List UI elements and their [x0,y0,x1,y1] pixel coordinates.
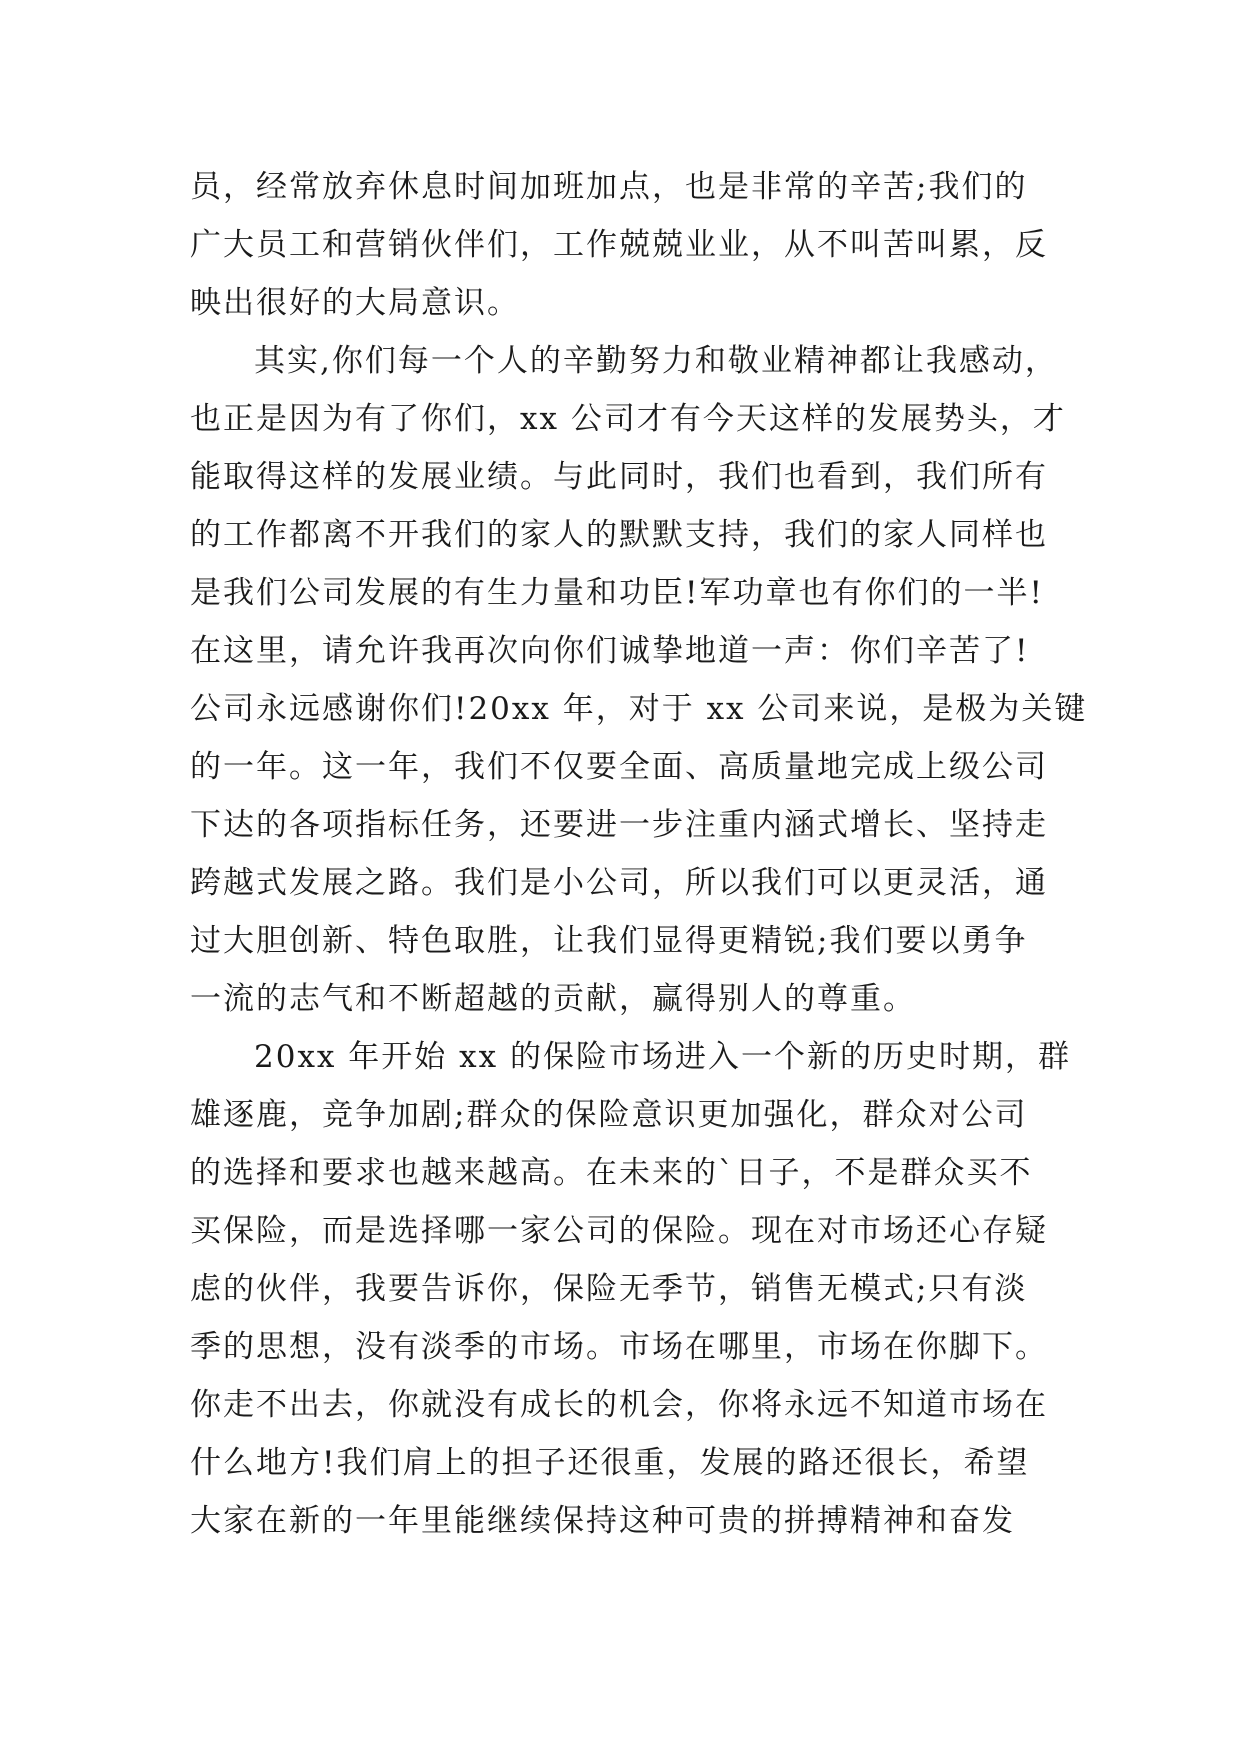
text-line: 雄逐鹿，竞争加剧;群众的保险意识更加强化，群众对公司 [190,1097,1028,1133]
text-line: 买保险，而是选择哪一家公司的保险。现在对市场还心存疑 [190,1213,1048,1249]
text-line: 过大胆创新、特色取胜，让我们显得更精锐;我们要以勇争 [190,923,1028,959]
text-line: 员，经常放弃休息时间加班加点，也是非常的辛苦;我们的 [190,169,1028,205]
text-line: 虑的伙伴，我要告诉你，保险无季节，销售无模式;只有淡 [190,1271,1028,1307]
text-line: 你走不出去，你就没有成长的机会，你将永远不知道市场在 [190,1387,1048,1423]
text-line: 季的思想，没有淡季的市场。市场在哪里，市场在你脚下。 [190,1329,1048,1365]
text-line: 跨越式发展之路。我们是小公司，所以我们可以更灵活，通 [190,865,1048,901]
text-line: 映出很好的大局意识。 [190,285,520,321]
paragraph-start-line: 20xx 年开始 xx 的保险市场进入一个新的历史时期，群 [254,1039,1071,1075]
text-line: 能取得这样的发展业绩。与此同时，我们也看到，我们所有 [190,459,1048,495]
text-line: 什么地方!我们肩上的担子还很重，发展的路还很长，希望 [190,1445,1030,1481]
text-line: 在这里，请允许我再次向你们诚挚地道一声：你们辛苦了! [190,633,1030,669]
text-line: 公司永远感谢你们!20xx 年，对于 xx 公司来说，是极为关键 [190,691,1088,727]
text-line: 一流的志气和不断超越的贡献，赢得别人的尊重。 [190,981,916,1017]
text-line: 的一年。这一年，我们不仅要全面、高质量地完成上级公司 [190,749,1048,785]
text-line: 是我们公司发展的有生力量和功臣!军功章也有你们的一半! [190,575,1044,611]
paragraph-start-line: 其实,你们每一个人的辛勤努力和敬业精神都让我感动， [254,343,1058,379]
text-line: 也正是因为有了你们，xx 公司才有今天这样的发展势头，才 [190,401,1066,437]
text-line: 下达的各项指标任务，还要进一步注重内涵式增长、坚持走 [190,807,1048,843]
text-line: 广大员工和营销伙伴们，工作兢兢业业，从不叫苦叫累，反 [190,227,1048,263]
text-line: 大家在新的一年里能继续保持这种可贵的拼搏精神和奋发 [190,1503,1015,1539]
text-line: 的选择和要求也越来越高。在未来的`日子，不是群众买不 [190,1155,1033,1191]
text-line: 的工作都离不开我们的家人的默默支持，我们的家人同样也 [190,517,1048,553]
body-text [190,158,1088,1550]
